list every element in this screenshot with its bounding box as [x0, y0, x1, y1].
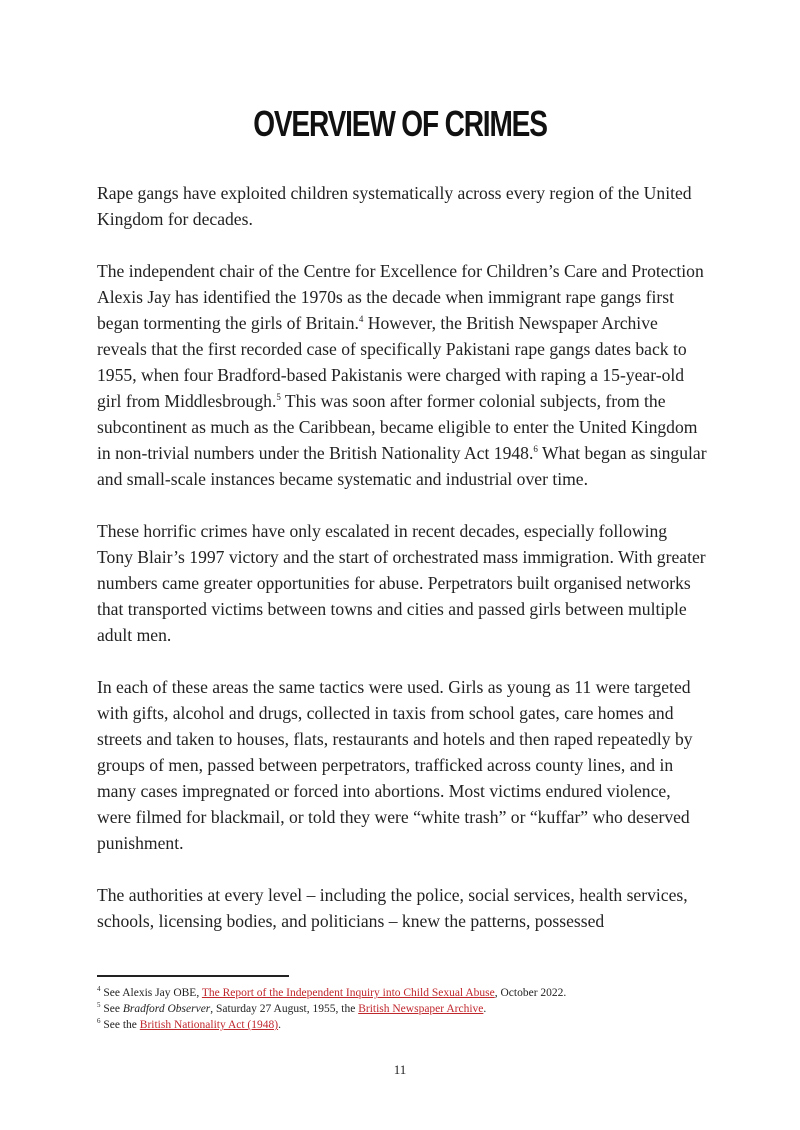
page-number: 11	[393, 1062, 407, 1077]
footnote-link-newspaper-archive[interactable]: British Newspaper Archive	[358, 1003, 484, 1015]
paragraph-2-text-c: This was soon after former colonial subjects, from the subcontinent as much as the Caribbean, became eligible to enter the United Kingdom in non-trivial numbers under the British Nationality Act 1948.	[97, 391, 698, 463]
footnote-number: 4	[97, 985, 101, 994]
footnote-text: .	[483, 1003, 487, 1015]
body-text	[97, 180, 707, 960]
footnote-text: See the	[100, 1019, 140, 1031]
footnote-text: See Alexis Jay OBE,	[100, 987, 202, 999]
footnote-6	[97, 1017, 717, 1033]
footnote-text: .	[278, 1019, 281, 1031]
footnote-ref-6[interactable]: 6	[533, 444, 538, 455]
footnote-text: See	[100, 1003, 123, 1015]
paragraph-4: In each of these areas the same tactics were used. Girls as young as 11 were targeted with gifts, alcohol and drugs, collected in taxis from school gates, care homes and streets and taken to houses, flats, restaurants and hotels and then raped repeatedly by groups of men, passed between perpetrators, trafficked across county lines, and in many cases impregnated or forced into abortions. Most victims endured violence, were filmed for blackmail, or told they were “white trash” or “kuffar” who deserved punishment.	[97, 677, 693, 853]
footnote-link-jay-report[interactable]: The Report of the Independent Inquiry into Child Sexual Abuse	[201, 987, 495, 999]
paragraph-2-text-d: What began as singular and small-scale instances became systematic and industrial over time.	[97, 443, 707, 489]
footnote-number: 6	[97, 1017, 101, 1026]
paragraph-2-text-b: However, the British Newspaper Archive reveals that the first recorded case of specifically Pakistani rape gangs dates back to 1955, when four Bradford-based Pakistanis were charged with raping a 15-year-old girl from Middlesbrough.	[97, 313, 687, 411]
footnote-text: , Saturday 27 August, 1955, the	[210, 1003, 359, 1015]
footnote-5	[97, 1001, 717, 1017]
footnote-number: 5	[97, 1001, 101, 1010]
page-title: OVERVIEW OF CRIMES	[253, 103, 547, 144]
footnote-text: , October 2022.	[494, 987, 567, 999]
paragraph-2	[97, 258, 707, 492]
paragraph-5: The authorities at every level – including the police, social services, health services, schools, licensing bodies, and politicians – knew the patterns, possessed	[97, 885, 688, 931]
footnotes	[97, 985, 717, 1033]
footnote-italic-source: Bradford Observer	[122, 1003, 211, 1015]
paragraph-1: Rape gangs have exploited children systematically across every region of the United Kingdom for decades.	[97, 183, 692, 229]
footnote-ref-4[interactable]: 4	[358, 314, 364, 325]
footnote-ref-5[interactable]: 5	[276, 392, 281, 403]
footnote-4	[97, 985, 717, 1001]
paragraph-3: These horrific crimes have only escalated in recent decades, especially following Tony Blair’s 1997 victory and the start of orchestrated mass immigration. With greater numbers came greater opportunities for abuse. Perpetrators built organised networks that transported victims between towns and cities and passed girls between multiple adult men.	[97, 521, 706, 645]
footnote-divider	[97, 975, 289, 977]
footnote-link-nationality-act[interactable]: British Nationality Act (1948)	[139, 1019, 279, 1031]
paragraph-2-text-a: The independent chair of the Centre for Excellence for Children’s Care and Protection Alexis Jay has identified the 1970s as the decade when immigrant rape gangs first began tormenting the girls of Britain.	[97, 261, 704, 333]
